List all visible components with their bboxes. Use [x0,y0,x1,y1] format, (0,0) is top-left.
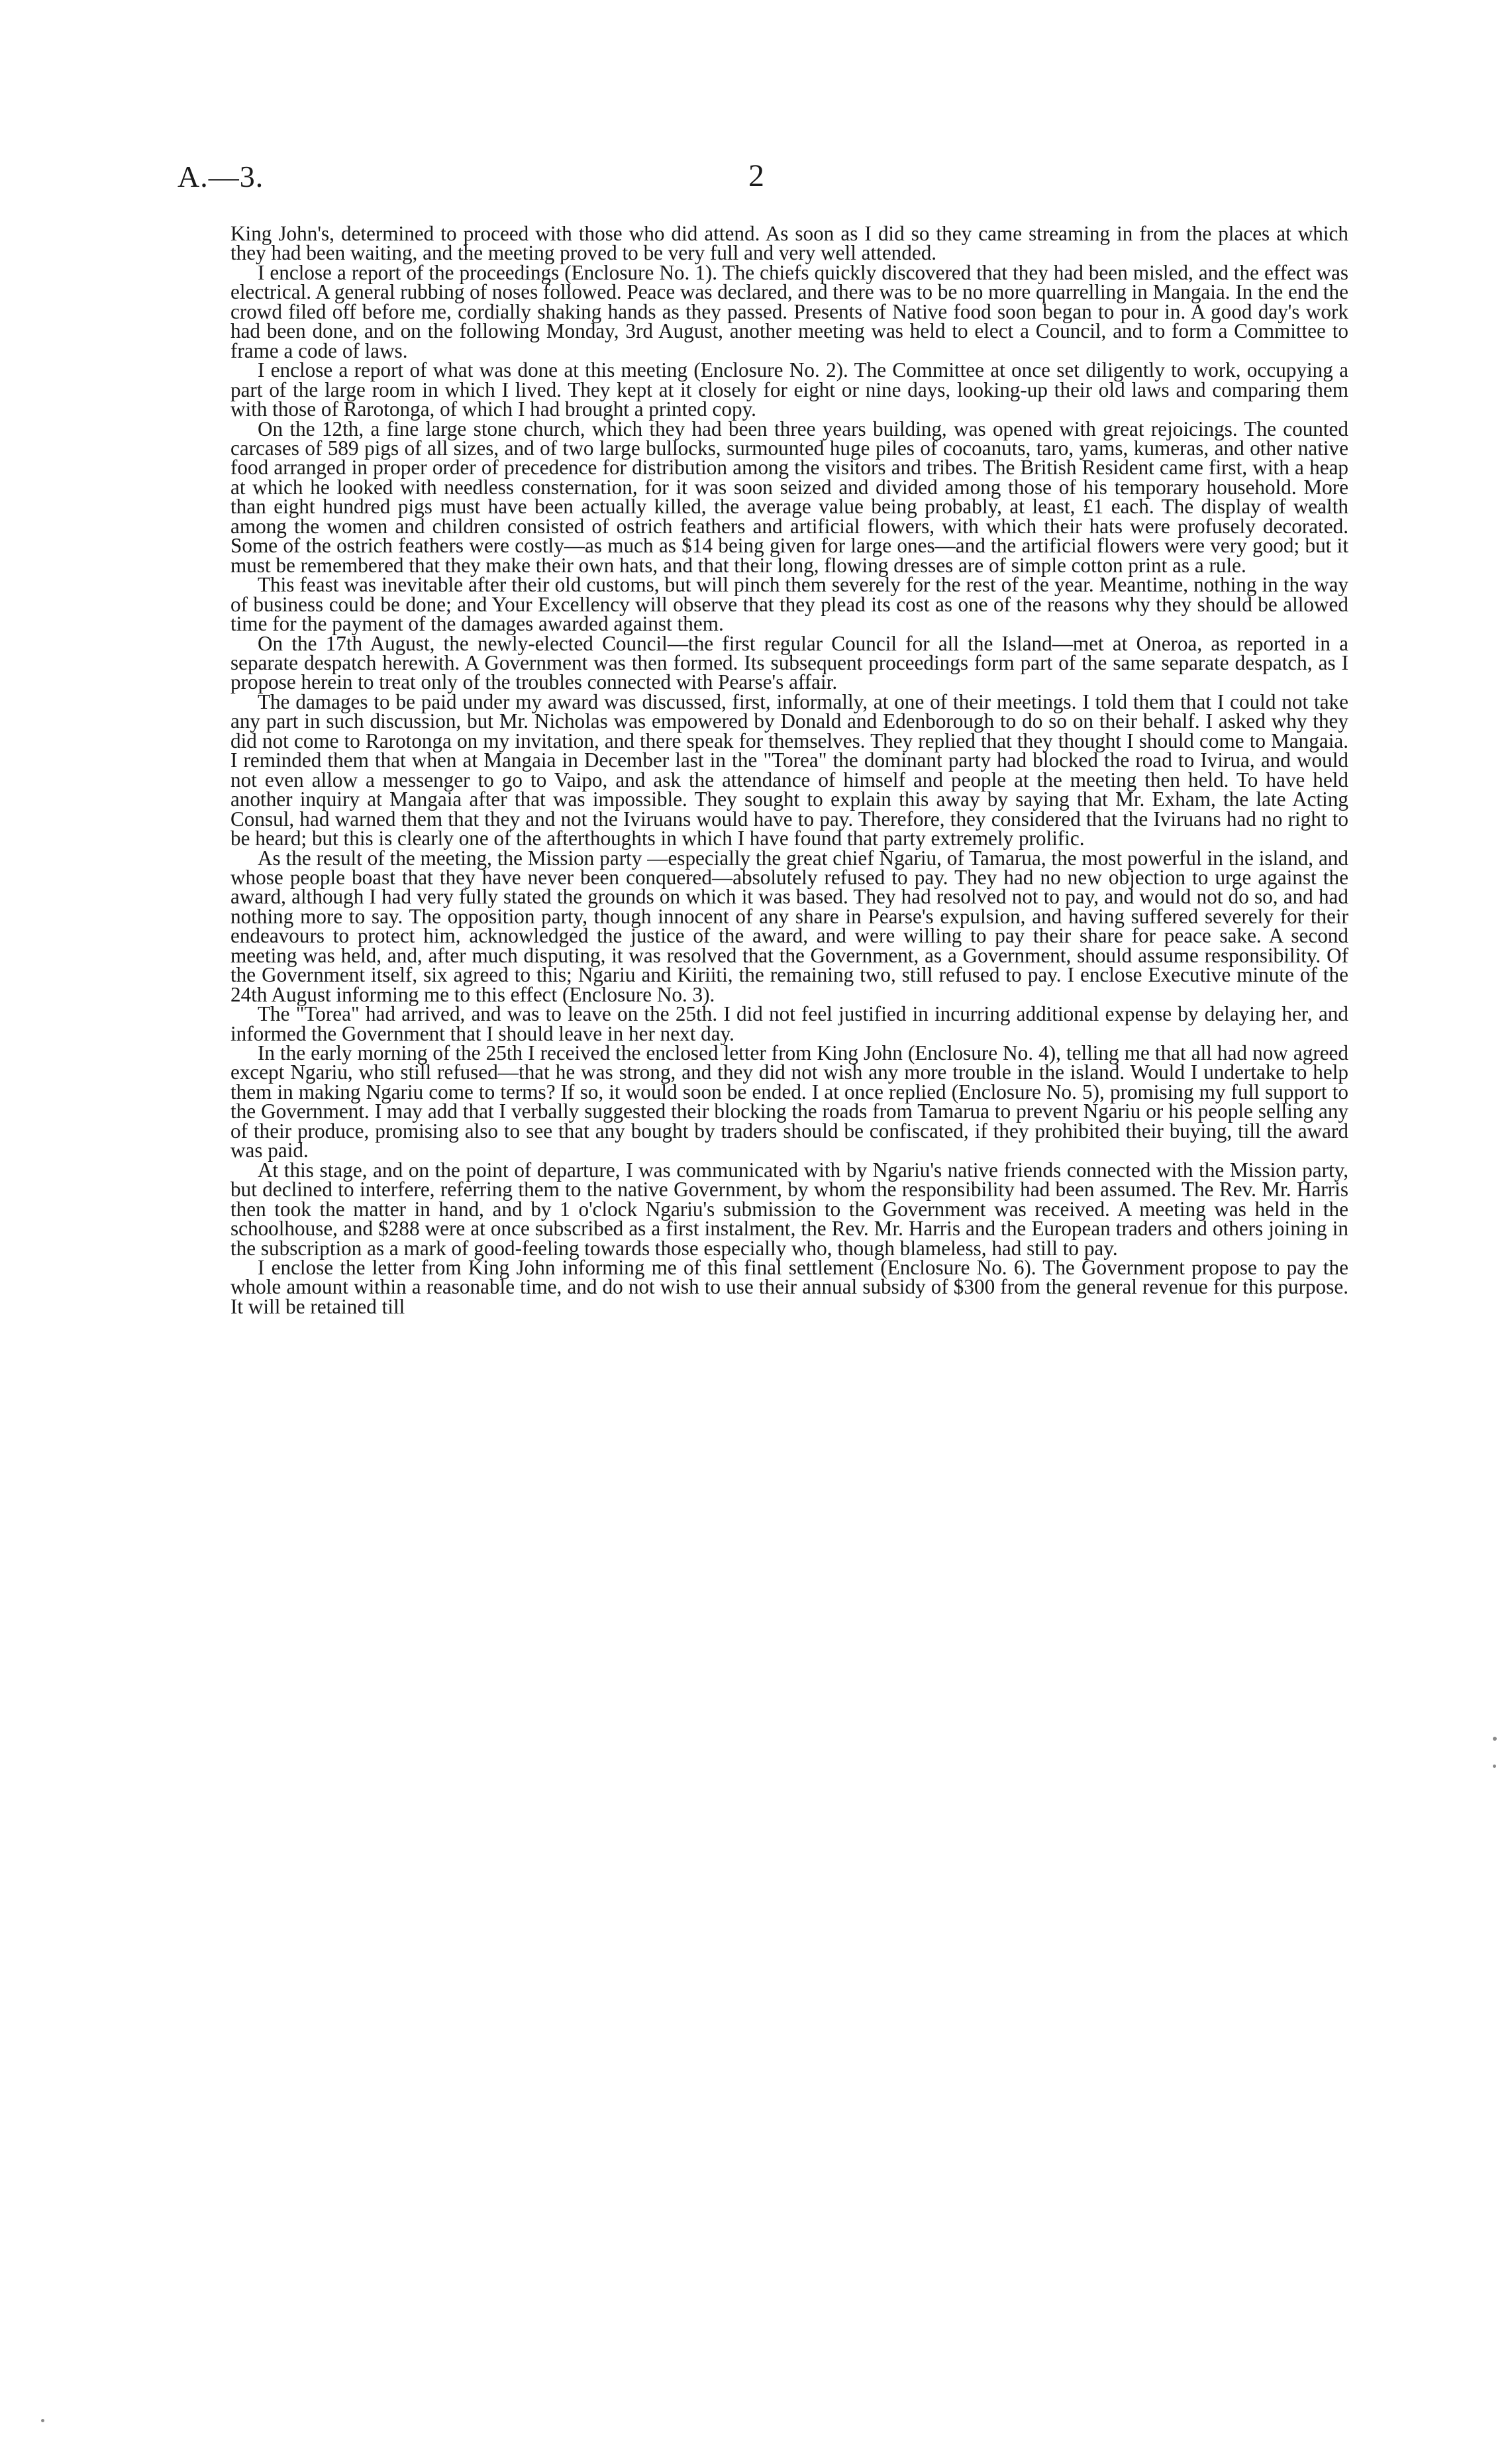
paragraph-4: On the 12th, a fine large stone church, which they had been three years building, was opened with great rejoicings. The counted carcases of 589 pigs of all sizes, and of two large bullocks, surmounted huge piles of cocoanuts, taro, yams, kumeras, and other native food arranged in proper order of precedence for distribution among the visitors and tribes. The British Resident came first, with a heap at which he looked with needless consternation, for it was soon seized and divided among those of his temporary household. More than eight hundred pigs must have been actually killed, the average value being probably, at least, £1 each. The display of wealth among the women and children consisted of ostrich feathers and artificial flowers, with which their hats were profusely decorated. Some of the ostrich feathers were costly—as much as $14 being given for large ones—and the artificial flowers were very good; but it must be remembered that they make their own hats, and that their long, flowing dresses are of simple cotton print as a rule. [230,417,1348,577]
paragraph-5: This feast was inevitable after their old customs, but will pinch them severely for the rest of the year. Meantime, nothing in the way of business could be done; and Your Excellency will observe that they plead its cost as one of the reasons why they should be allowed time for the payment of the damages awarded against them. [230,573,1348,636]
scan-speck [1493,1765,1496,1768]
paragraph-10: In the early morning of the 25th I received the enclosed letter from King John (Enclosure No. 4), telling me that all had now agreed except Ngariu, who still refused—that he was strong, and they did not wish any more trouble in the island. Would I undertake to help them in making Ngariu come to terms? If so, it would soon be ended. I at once replied (Enclosure No. 5), promising my full support to the Government. I may add that I verbally suggested their blocking the roads from Tamarua to prevent Ngariu or his people selling any of their produce, promising also to see that any bought by traders should be confiscated, if they prohibited their buying, till the award was paid. [230,1041,1348,1162]
page-number: 2 [748,158,764,193]
scan-speck [41,2419,44,2422]
paragraph-11: At this stage, and on the point of departure, I was communicated with by Ngariu's native friends connected with the Mission party, but declined to interfere, referring them to the native Government, by whom the responsibility had been assumed. The Rev. Mr. Harris then took the matter in hand, and by 1 o'clock Ngariu's submission to the Government was received. A meeting was held in the schoolhouse, and $288 were at once subscribed as a first instalment, the Rev. Mr. Harris and the European traders and others joining in the subscription as a mark of good-feeling towards those especially who, though blameless, had still to pay. [230,1158,1348,1260]
paragraph-1: King John's, determined to proceed with those who did attend. As soon as I did so they came streaming in from the places at which they had been waiting, and the meeting proved to be very full and very well attended. [230,222,1348,265]
paragraph-7: The damages to be paid under my award was discussed, first, informally, at one of their meetings. I told them that I could not take any part in such discussion, but Mr. Nicholas was empowered by Donald and Edenborough to do so on their behalf. I asked why they did not come to Rarotonga on my invitation, and there speak for themselves. They replied that they thought I should come to Mangaia. I reminded them that when at Mangaia in December last in the "Torea" the dominant party had blocked the road to Ivirua, and would not even allow a messenger to go to Vaipo, and ask the attendance of himself and people at the meeting then held. To have held another inquiry at Mangaia after that was impossible. They sought to explain this away by saying that Mr. Exham, the late Acting Consul, had warned them that they and not the Iviruans would have to pay. Therefore, they considered that the Iviruans had no right to be heard; but this is clearly one of the afterthoughts in which I have found that party extremely prolific. [230,690,1348,850]
paragraph-8: As the result of the meeting, the Mission party —especially the great chief Ngariu, of Tamarua, the most powerful in the island, and whose people boast that they have never been conquered—absolutely refused to pay. They had no new objection to urge against the award, although I had very fully stated the grounds on which it was based. They had resolved not to pay, and would not do so, and had nothing more to say. The opposition party, though innocent of any share in Pearse's expulsion, and having suffered severely for their endeavours to protect him, acknowledged the justice of the award, and were willing to pay their share for peace sake. A second meeting was held, and, after much disputing, it was resolved that the Government, as a Government, should assume responsibility. Of the Government itself, six agreed to this; Ngariu and Kiriiti, the remaining two, still refused to pay. I enclose Executive minute of the 24th August informing me to this effect (Enclosure No. 3). [230,846,1348,1006]
paragraph-6: On the 17th August, the newly-elected Council—the first regular Council for all the Island—met at Oneroa, as reported in a separate despatch herewith. A Government was then formed. Its subsequent proceedings form part of the same separate despatch, as I propose herein to treat only of the troubles connected with Pearse's affair. [230,631,1348,694]
paragraph-12: I enclose the letter from King John informing me of this final settlement (Enclosure No. 6). The Government propose to pay the whole amount within a reasonable time, and do not wish to use their annual subsidy of $300 from the general revenue for this purpose. It will be retained till [230,1256,1348,1318]
paragraph-9: The "Torea" had arrived, and was to leave on the 25th. I did not feel justified in incurring additional expense by delaying her, and informed the Government that I should leave in her next day. [230,1002,1348,1045]
body-text [230,224,1348,1316]
paragraph-2: I enclose a report of the proceedings (Enclosure No. 1). The chiefs quickly discovered that they had been misled, and the effect was electrical. A general rubbing of noses followed. Peace was declared, and there was to be no more quarrelling in Mangaia. In the end the crowd filed off before me, cordially shaking hands as they passed. Presents of Native food soon began to pour in. A good day's work had been done, and on the following Monday, 3rd August, another meeting was held to elect a Council, and to form a Committee to frame a code of laws. [230,260,1348,362]
document-reference: A.—3. [177,160,264,193]
paragraph-3: I enclose a report of what was done at this meeting (Enclosure No. 2). The Committee at once set diligently to work, occupying a part of the large room in which I lived. They kept at it closely for eight or nine days, looking-up their old laws and comparing them with those of Rarotonga, of which I had brought a printed copy. [230,358,1348,421]
scan-speck [1493,1737,1497,1741]
page-header [177,159,1346,205]
